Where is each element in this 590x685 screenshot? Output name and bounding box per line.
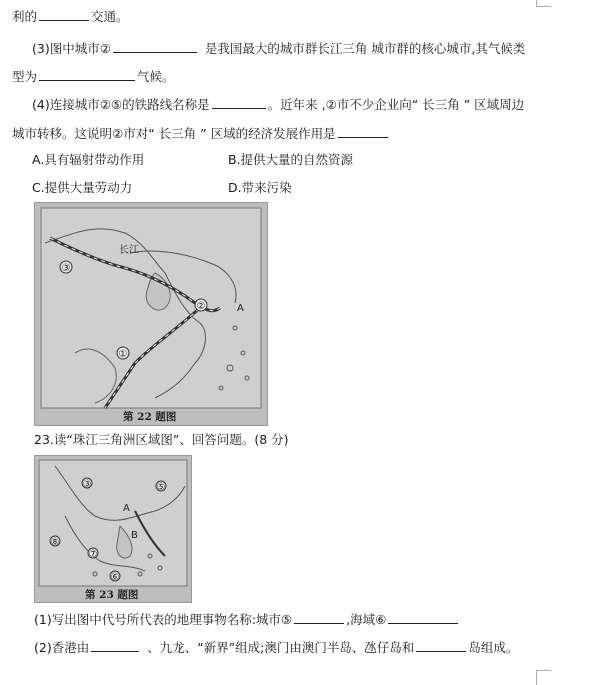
option-c[interactable]: C.提供大量劳动力 — [32, 180, 133, 195]
answer-blank[interactable] — [338, 125, 388, 138]
text: ,海域⑥ — [346, 612, 387, 627]
q23-part1 — [34, 611, 460, 628]
text: 。近年来 ,②市不少企业向“ 长三角 ” 区域周边 — [267, 97, 525, 112]
text: 城市转移。这说明②市对“ 长三角 ” 区域的经济发展作用是 — [12, 126, 336, 141]
marker-label: ② — [196, 301, 206, 312]
map-marker-2 — [195, 299, 207, 312]
marker-label: ⑦ — [88, 549, 98, 560]
option-a[interactable]: A.具有辐射带动作用 — [32, 152, 145, 167]
q22-part4 — [32, 96, 524, 113]
answer-blank[interactable] — [416, 639, 466, 652]
marker-label: ⑧ — [50, 537, 60, 548]
figure-caption: 第 22 题图 — [123, 411, 177, 423]
marker-label: ③ — [61, 263, 71, 274]
answer-blank[interactable] — [294, 611, 344, 624]
text: (2)香港由 — [34, 640, 90, 655]
text: 是我国最大的城市群长江三角 城市群的核心城市,其气候类 — [204, 41, 526, 56]
option-d[interactable]: D.带来污染 — [228, 180, 292, 195]
q22-part3-line2 — [12, 68, 175, 85]
label-a: A — [123, 503, 130, 514]
text: 气候。 — [137, 69, 175, 84]
answer-blank[interactable] — [212, 96, 266, 109]
marker-label: ⑤ — [156, 482, 166, 493]
q23-part2 — [34, 639, 518, 656]
river-label: 长江 — [119, 245, 139, 256]
map-marker-1 — [117, 347, 129, 360]
map-marker-6 — [110, 571, 120, 583]
map-marker-8 — [50, 536, 60, 548]
page-corner-bottom-right — [536, 670, 551, 685]
marker-label: ① — [118, 349, 128, 360]
map-marker-3 — [82, 478, 92, 490]
pearl-river-delta-map — [34, 455, 192, 603]
text: 交通。 — [91, 9, 129, 24]
q22-part3 — [32, 40, 525, 57]
answer-blank[interactable] — [39, 68, 135, 81]
text: 型为 — [12, 69, 38, 84]
q22-part4-line2 — [12, 125, 390, 142]
map-marker-7 — [88, 548, 98, 560]
text: (1)写出图中代号所代表的地理事物名称:城市⑤ — [34, 612, 293, 627]
marker-label: ③ — [82, 479, 92, 490]
answer-blank[interactable] — [39, 8, 89, 21]
text: 利的 — [12, 9, 38, 24]
q22-line-top — [12, 8, 129, 25]
text: 、九龙、“新界”组成;澳门由澳门半岛、氹仔岛和 — [147, 640, 415, 655]
answer-blank[interactable] — [388, 611, 458, 624]
option-b[interactable]: B.提供大量的自然资源 — [228, 152, 354, 167]
answer-blank[interactable] — [113, 40, 197, 53]
map-marker-3 — [60, 261, 72, 274]
figure-caption: 第 23 题图 — [85, 589, 139, 601]
text: (3)图中城市② — [32, 41, 111, 56]
answer-blank[interactable] — [91, 639, 139, 652]
marker-label: ⑥ — [110, 572, 120, 583]
yangtze-delta-map — [34, 202, 268, 426]
label-a: A — [237, 303, 244, 314]
label-b: B — [131, 530, 138, 541]
text: (4)连接城市②⑤的铁路线名称是 — [32, 97, 210, 112]
map-marker-5 — [156, 481, 166, 493]
page-corner-top-right — [536, 0, 551, 7]
text: 岛组成。 — [468, 640, 519, 655]
q23-title: 23.读“珠江三角洲区域图”、回答问题。(8 分) — [34, 432, 289, 447]
